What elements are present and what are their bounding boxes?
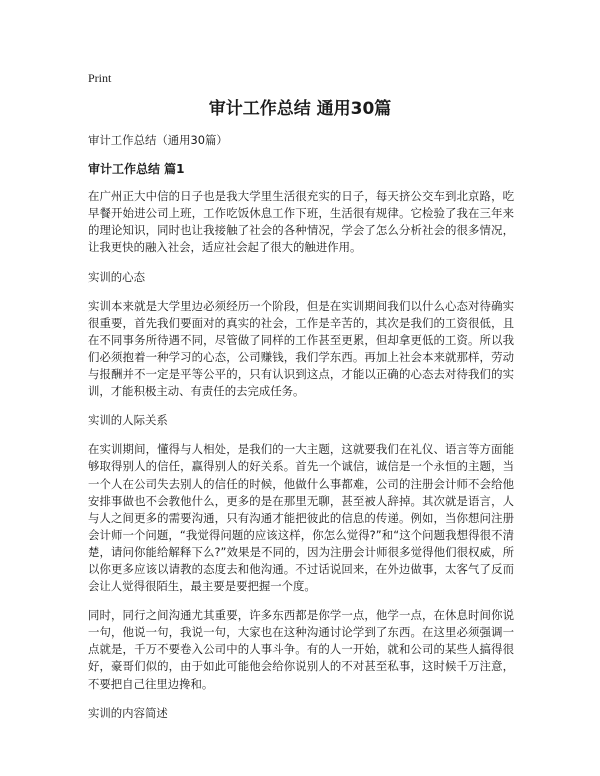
article-heading: 审计工作总结 篇1	[88, 162, 185, 177]
document-subtitle: 审计工作总结（通用30篇）	[88, 133, 228, 147]
paragraph-communication: 同时，同行之间沟通尤其重要，许多东西都是你学一点，他学一点，在休息时间你说一句，他说一句，我说一句，大家也在这种沟通讨论学到了东西。在这里必须强调一点就是，千万不要卷入公司中的人事斗争。有的人一开始，就和公司的某些人搞得很好，豪哥们似的，由于如此可能他会给你说别人的不对甚至私事，这时候千万注意，不要把自己往里边搀和。	[88, 608, 514, 691]
section-heading-relationships: 实训的人际关系	[88, 413, 168, 428]
document-body	[88, 132, 514, 734]
paragraph-mindset: 实训本来就是大学里边必须经历一个阶段，但是在实训期间我们以什么心态对待确实很重要，首先我们要面对的真实的社会，工作是辛苦的，其次是我们的工资很低，且在不同事务所待遇不同，尽管做了同样的工作甚至更累，但却拿更低的工资。所以我们必须抱着一种学习的心态，公司赚钱，我们学东西。再加上社会本来就那样，劳动与报酬并不一定是平等公平的，只有认识到这点，才能以正确的心态去对待我们的实训，才能积极主动、有责任的去完成任务。	[88, 298, 514, 399]
section-heading-mindset: 实训的心态	[88, 269, 145, 284]
page-title: 审计工作总结 通用30篇	[208, 99, 392, 119]
paragraph-relationships: 在实训期间，懂得与人相处，是我们的一大主题，这就要我们在礼仪、语言等方面能够取得别人的信任，赢得别人的好关系。首先一个诚信，诚信是一个永恒的主题，当一个人在公司失去别人的信任的时候，他做什么事都难，公司的注册会计师不会给他安排事做也不会教他什么，更多的是在那里无聊，甚至被人辞掉。其次就是语言，人与人之间更多的需要沟通，只有沟通才能把彼此的信息的传递。例如，当你想问注册会计师一个问题，“我觉得问题的应该这样，你怎么觉得?”和“这个问题我想得很不清楚，请问你能给解释下么?”效果是不同的，因为注册会计师很多觉得他们很权威，所以你更多应该以请教的态度去和他沟通。不过话说回来，在外边做事，太客气了反而会让人觉得很陌生，最主要是要把握一个度。	[88, 442, 514, 594]
paragraph-intro: 在广州正大中信的日子也是我大学里生活很充实的日子，每天挤公交车到北京路，吃早餐开始进公司上班，工作吃饭休息工作下班，生活很有规律。它检验了我在三年来的理论知识，同时也让我接触了社会的各种情况，学会了怎么分析社会的很多情况，让我更快的融入社会，适应社会起了很大的触进作用。	[88, 189, 514, 255]
section-heading-content: 实训的内容简述	[88, 705, 168, 720]
print-link[interactable]: Print	[88, 71, 112, 85]
